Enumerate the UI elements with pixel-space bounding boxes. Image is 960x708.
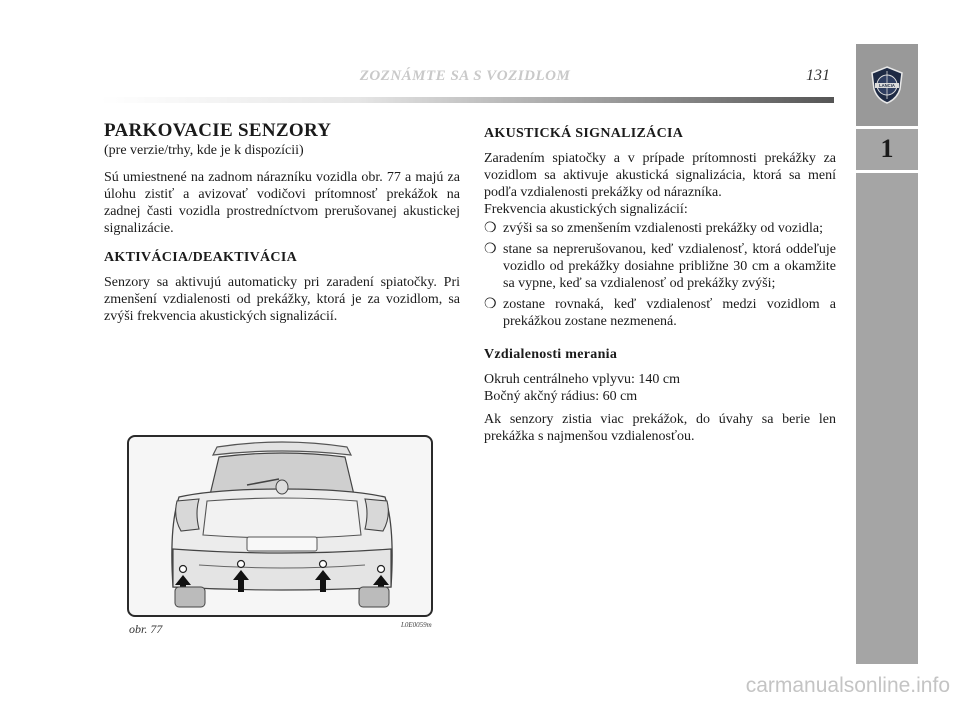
figure-code: L0E0059m [401, 621, 432, 629]
intro-paragraph: Sú umiestnené na zadnom nárazníku vozidla obr. 77 a majú za úlohu zistiť a avizovať vodičovi prítomnosť prekážok na zadnej časti vozidla prostredníctvom prerušovanej akustickej signalizácie. [104, 170, 460, 236]
lancia-logo-icon [869, 65, 905, 105]
closing-paragraph: Ak senzory zistia viac prekážok, do úvahy sa berie len prekážka s najmenšou vzdialenosťou. [484, 412, 836, 444]
list-item: ❍ zvýši sa so zmenšením vzdialenosti prekážky od vozidla; [484, 221, 823, 236]
logo-lettering: LANCIA [879, 83, 895, 89]
figure-rear-bumper-sensors [127, 435, 433, 617]
right-column [484, 125, 836, 457]
section-title: PARKOVACIE SENZORY [104, 120, 332, 141]
activation-heading: AKTIVÁCIA/DEAKTIVÁCIA [104, 250, 297, 265]
watermark: carmanualsonline.info [745, 674, 950, 697]
distances-heading: Vzdialenosti merania [484, 347, 618, 362]
left-column [104, 122, 460, 337]
list-item: ❍ stane sa neprerušovanou, keď vzdialenosť, ktorá oddeľuje vozidlo od prekážky dosiahne približne 30 cm a okamžite sa vypne, keď sa vzdialenosť od prekážky zvýši; [484, 242, 836, 291]
page-number: 131 [806, 67, 830, 84]
distance-central: Okruh centrálneho vplyvu: 140 cm [484, 372, 680, 387]
header-rule [100, 97, 834, 103]
section-subtitle: (pre verzie/trhy, kde je k dispozícii) [104, 143, 304, 158]
activation-paragraph: Senzory sa aktivujú automaticky pri zaradení spiatočky. Pri zmenšení vzdialenosti od prekážky, ktorá je za vozidlom, sa zvýši frekvencia akustických signalizácií. [104, 275, 460, 324]
running-header: ZOZNÁMTE SA S VOZIDLOM [359, 68, 571, 84]
frequency-list [484, 220, 836, 330]
figure-caption: obr. 77 [129, 622, 163, 636]
circle-bullet-icon: ❍ [484, 242, 497, 257]
distance-side: Bočný akčný rádius: 60 cm [484, 389, 638, 404]
tab-divider [856, 126, 918, 129]
car-rear-illustration [129, 437, 433, 617]
tab-divider [856, 170, 918, 173]
chapter-number: 1 [880, 134, 894, 163]
list-item: ❍ zostane rovnaká, keď vzdialenosť medzi vozidlom a prekážkou zostane nezmenená. [484, 297, 836, 329]
frequency-label: Frekvencia akustických signalizácií: [484, 202, 688, 217]
acoustic-intro: Zaradením spiatočky a v prípade prítomnosti prekážky za vozidlom sa aktivuje akustická signalizácia, ktorá sa mení podľa vzdialenosti prekážky od nárazníka. [484, 151, 836, 200]
acoustic-heading: AKUSTICKÁ SIGNALIZÁCIA [484, 126, 684, 141]
circle-bullet-icon: ❍ [484, 221, 497, 236]
circle-bullet-icon: ❍ [484, 297, 497, 312]
